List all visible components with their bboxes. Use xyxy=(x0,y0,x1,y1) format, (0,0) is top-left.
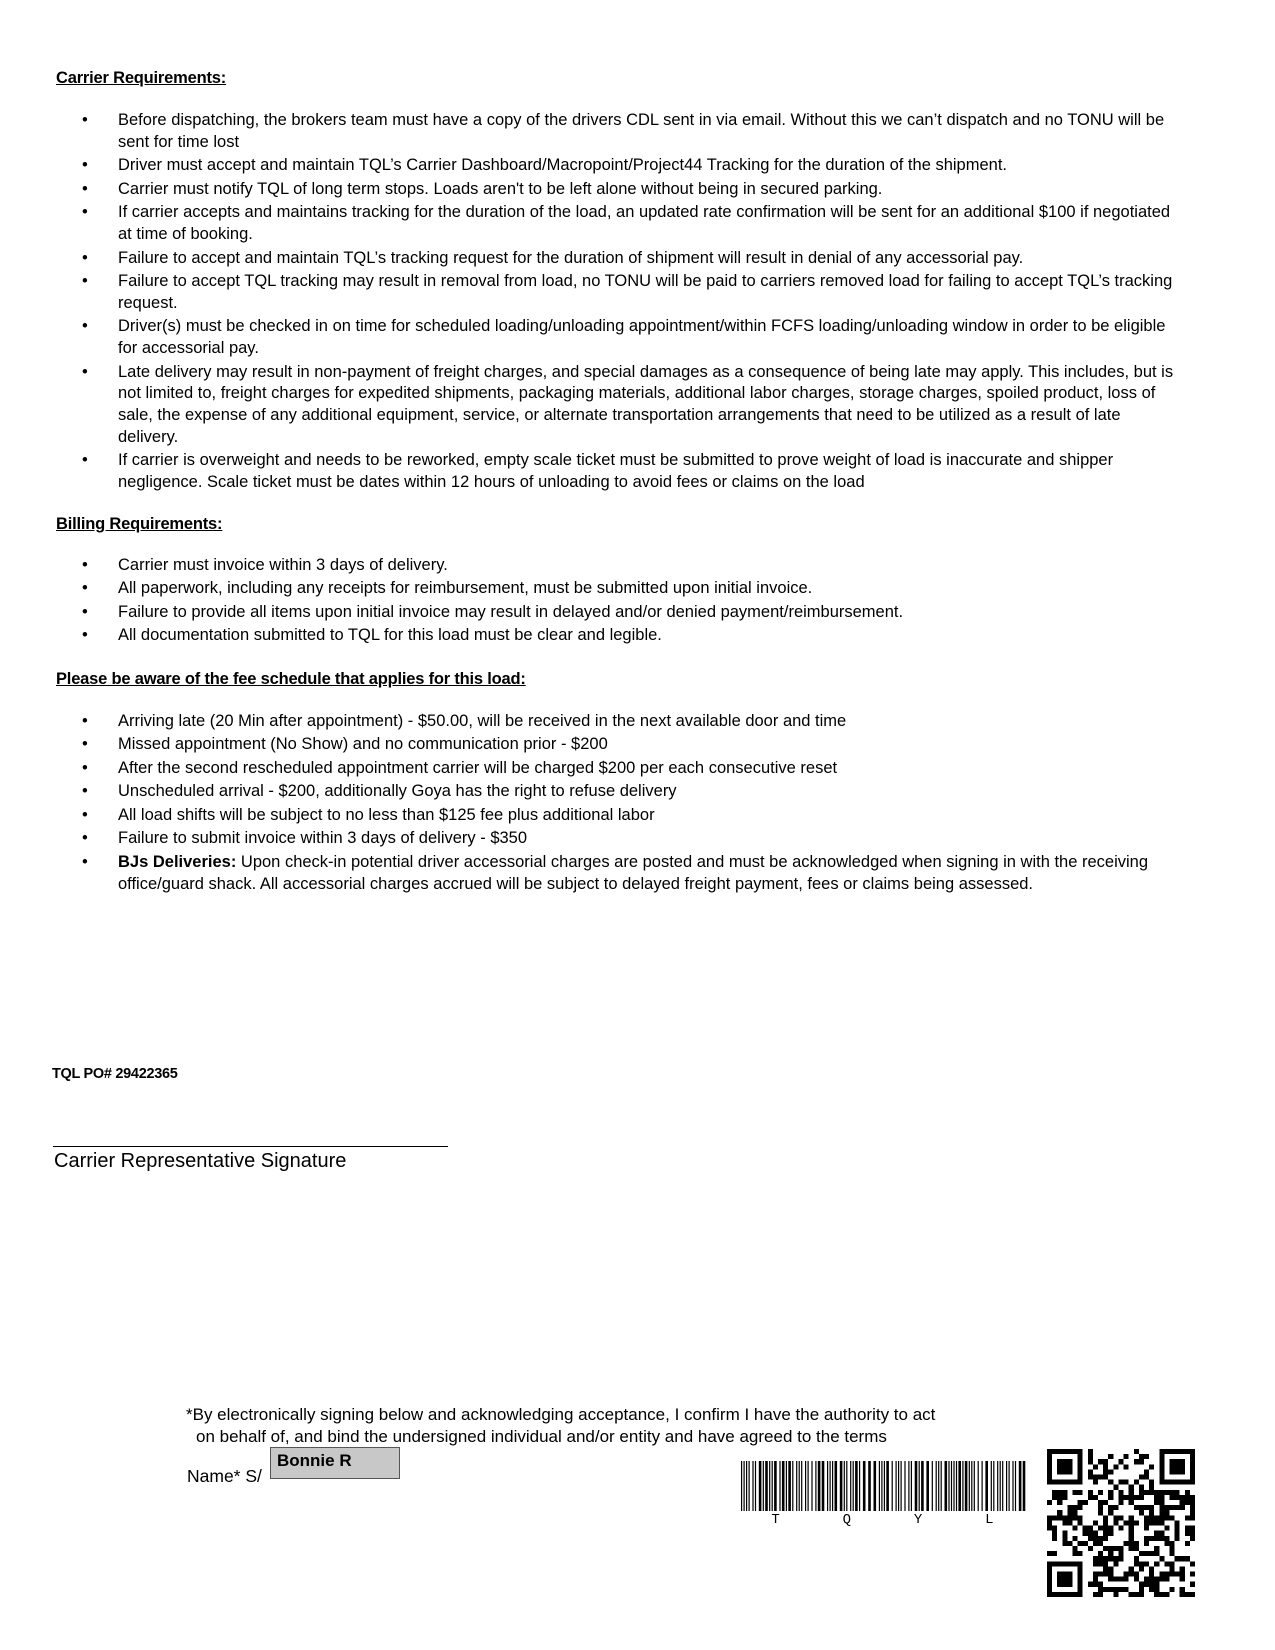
list-item: • Missed appointment (No Show) and no communication prior - $200 xyxy=(82,735,608,754)
barcode-char: Y xyxy=(913,1512,925,1528)
list-item: • Driver must accept and maintain TQL’s Carrier Dashboard/Macropoint/Project44 Tracking for the duration of the shipment. xyxy=(82,156,1007,175)
signature-label: Carrier Representative Signature xyxy=(54,1150,347,1172)
list-item: • Carrier must notify TQL of long term stops. Loads aren't to be left alone without being in secured parking. xyxy=(82,179,883,198)
list-item: • Failure to accept TQL tracking may result in removal from load, no TONU will be paid to carriers removed load for failing to accept TQL’s tracking request. xyxy=(82,272,1173,312)
barcode-text xyxy=(741,1512,1026,1528)
billing-requirements-title: Billing Requirements: xyxy=(56,515,223,533)
qr-code-icon xyxy=(1047,1449,1195,1597)
list-item: • Unscheduled arrival - $200, additionally Goya has the right to refuse delivery xyxy=(82,782,677,801)
barcode-char: T xyxy=(771,1512,782,1528)
po-number: TQL PO# 29422365 xyxy=(52,1066,178,1082)
barcode-icon xyxy=(741,1461,1026,1511)
name-field[interactable]: Bonnie R xyxy=(270,1447,400,1479)
carrier-requirements-list xyxy=(0,110,1275,496)
list-item: • If carrier is overweight and needs to be reworked, empty scale ticket must be submitted to prove weight of load is inaccurate and shipper negligence. Scale ticket must be dates within 12 hours of unloading to avoid fees or claims on the load xyxy=(82,451,1114,492)
list-item: • Failure to submit invoice within 3 days of delivery - $350 xyxy=(82,829,528,848)
list-item: • All load shifts will be subject to no less than $125 fee plus additional labor xyxy=(82,805,655,824)
signature-line[interactable] xyxy=(53,1146,448,1147)
list-item: • BJs Deliveries: Upon check-in potential driver accessorial charges are posted and must be acknowledged when signing in with the receiving office/guard shack. All accessorial charges accrued will be subject to delayed freight payment, fees or claims being assessed. xyxy=(82,852,1149,893)
list-item: • Arriving late (20 Min after appointment) - $50.00, will be received in the next available door and time xyxy=(82,712,847,730)
fee-schedule-list xyxy=(0,711,1275,897)
consent-line-1: *By electronically signing below and acknowledging acceptance, I confirm I have the authority to act xyxy=(186,1405,936,1424)
list-item: • All documentation submitted to TQL for this load must be clear and legible. xyxy=(82,626,662,645)
carrier-requirements-title: Carrier Requirements: xyxy=(56,69,227,87)
consent-text xyxy=(186,1404,935,1448)
fee-schedule-title: Please be aware of the fee schedule that applies for this load: xyxy=(56,670,526,688)
name-label: Name* S/ xyxy=(187,1466,262,1486)
consent-line-2: on behalf of, and bind the undersigned individual and/or entity and have agreed to the terms xyxy=(196,1427,887,1446)
list-item: • If carrier accepts and maintains tracking for the duration of the load, an updated rate confirmation will be sent for an additional $100 if negotiated at time of booking. xyxy=(82,203,1171,244)
list-item: • Before dispatching, the brokers team must have a copy of the drivers CDL sent in via email. Without this we can’t dispatch and no TONU will be sent for time lost xyxy=(82,111,1165,151)
bjs-deliveries-label: BJs Deliveries: xyxy=(118,852,237,871)
barcode-char: L xyxy=(985,1512,996,1528)
list-item: • Carrier must invoice within 3 days of delivery. xyxy=(82,556,448,574)
list-item: • All paperwork, including any receipts for reimbursement, must be submitted upon initial invoice. xyxy=(82,579,813,598)
list-item: • Late delivery may result in non-payment of freight charges, and special damages as a consequence of being late may apply. This includes, but is not limited to, freight charges for expedited shipments, packaging materials, additional labor charges, storage charges, spoiled product, loss of sale, the expense of any additional equipment, service, or alternate transportation arrangements that need to be utilized as a result of late delivery. xyxy=(82,362,1174,446)
list-item: • Failure to accept and maintain TQL’s tracking request for the duration of shipment will result in denial of any accessorial pay. xyxy=(82,248,1024,267)
list-item: • Driver(s) must be checked in on time for scheduled loading/unloading appointment/within FCFS loading/unloading window in order to be eligible for accessorial pay. xyxy=(82,317,1166,358)
list-item: • After the second rescheduled appointment carrier will be charged $200 per each consecutive reset xyxy=(82,758,838,777)
list-item: • Failure to provide all items upon initial invoice may result in delayed and/or denied payment/reimbursement. xyxy=(82,602,904,621)
barcode-char: Q xyxy=(842,1512,854,1528)
billing-requirements-list xyxy=(0,555,1275,649)
